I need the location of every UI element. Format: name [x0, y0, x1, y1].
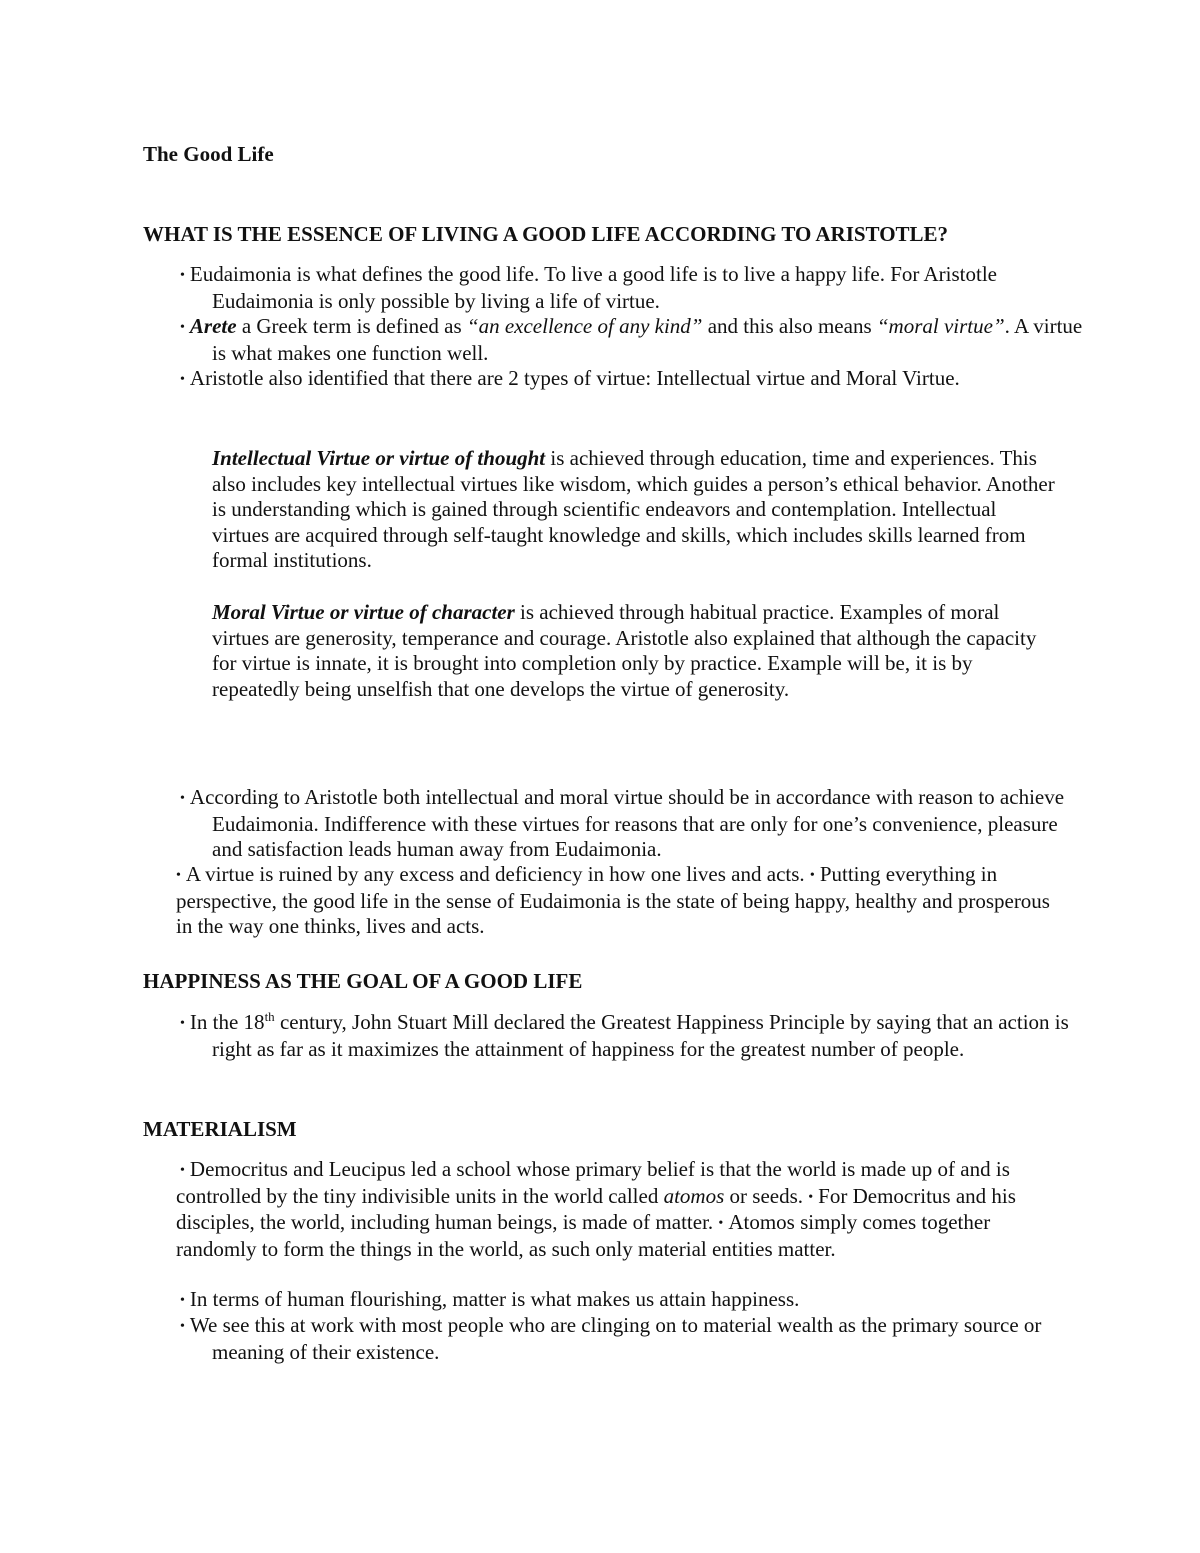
bullet-text: Putting everything in perspective, the good life in the sense of Eudaimonia is the state of being happy, healthy and prosperous in the way one thinks, lives and acts.	[176, 862, 1050, 938]
term-intellectual-virtue: Intellectual Virtue or virtue of thought	[212, 446, 546, 470]
bullet-text: and this also means	[702, 314, 877, 338]
paragraph-democritus	[176, 1157, 1056, 1262]
bullet-text: For Democritus and his disciples, the world, including human beings, is made of matter.	[176, 1183, 1016, 1234]
bullet-icon: •	[180, 320, 185, 335]
term-moral-virtue: Moral Virtue or virtue of character	[212, 600, 515, 624]
bullet-text: Atomos simply comes together randomly to form the things in the world, as such only material entities matter.	[176, 1210, 991, 1261]
bullet-eudaimonia	[180, 262, 1092, 314]
bullet-icon: •	[180, 1293, 185, 1308]
bullet-arete	[180, 314, 1092, 366]
bullet-text: In terms of human flourishing, matter is what makes us attain happiness.	[189, 1287, 800, 1311]
bullet-icon: •	[180, 791, 185, 806]
bullet-icon: •	[180, 372, 185, 387]
bullet-icon: •	[180, 1163, 185, 1178]
paragraph-virtue-ruined	[176, 862, 1056, 940]
bullet-text: century, John Stuart Mill declared the Greatest Happiness Principle by saying that an action is right as far as it maximizes the attainment of happiness for the greatest number of people.	[212, 1010, 1069, 1061]
bullet-text: We see this at work with most people who are clinging on to material wealth as the primary source or meaning of their existence.	[189, 1313, 1042, 1364]
bullet-icon: •	[809, 868, 815, 883]
bullet-icon: •	[180, 1319, 185, 1334]
bullet-text: A virtue is ruined by any excess and deficiency in how one lives and acts.	[185, 862, 805, 886]
bullet-reason	[180, 785, 1092, 863]
bullet-icon: •	[718, 1216, 724, 1231]
bullet-material-wealth	[180, 1313, 1092, 1365]
paragraph-intellectual-virtue	[212, 446, 1057, 574]
quote-moral-virtue: “moral virtue”	[876, 314, 1005, 338]
bullet-text: In the 18	[189, 1010, 265, 1034]
paragraph-text: is achieved through education, time and experiences. This also includes key intellectual virtues like wisdom, which guides a person’s ethical behavior. Another is understanding which is gained through scientific endeavors and contemplation. Intellectual virtues are acquired through self-taught knowledge and skills, which includes skills learned from formal institutions.	[212, 446, 1055, 572]
bullet-text: Aristotle also identified that there are 2 types of virtue: Intellectual virtue and Moral Virtue.	[189, 366, 960, 390]
section-heading-aristotle: WHAT IS THE ESSENCE OF LIVING A GOOD LIFE ACCORDING TO ARISTOTLE?	[143, 222, 949, 246]
bullet-icon: •	[176, 868, 181, 883]
bullet-text: Democritus and Leucipus led a school whose primary belief is that the world is made up of and is controlled by the tiny indivisible units in the world called	[176, 1157, 1010, 1208]
section-heading-happiness: HAPPINESS AS THE GOAL OF A GOOD LIFE	[143, 969, 583, 993]
document-title: The Good Life	[143, 142, 274, 166]
term-atomos: atomos	[663, 1183, 725, 1208]
bullet-text: or seeds.	[724, 1183, 804, 1208]
bullet-icon: •	[808, 1189, 814, 1205]
bullet-icon: •	[180, 268, 185, 283]
paragraph-moral-virtue	[212, 600, 1057, 702]
section-heading-materialism: MATERIALISM	[143, 1117, 297, 1141]
paragraph-text: is achieved through habitual practice. Examples of moral virtues are generosity, temperance and courage. Aristotle also explained that although the capacity for virtue is innate, it is brought into completion only by practice. Example will be, it is by repeatedly being unselfish that one develops the virtue of generosity.	[212, 600, 1037, 701]
quote-excellence: “an excellence of any kind”	[466, 314, 703, 338]
bullet-human-flourishing	[180, 1287, 1092, 1314]
bullet-mill	[180, 1010, 1092, 1062]
bullet-icon: •	[180, 1016, 185, 1031]
bullet-text: Eudaimonia is what defines the good life. To live a good life is to live a happy life. For Aristotle Eudaimonia is only possible by living a life of virtue.	[189, 262, 997, 313]
superscript-th: th	[264, 1009, 275, 1024]
term-arete: Arete	[189, 314, 237, 338]
bullet-text: . A virtue is what makes one function well.	[212, 314, 1083, 365]
bullet-text: a Greek term is defined as	[236, 314, 467, 338]
bullet-two-virtues	[180, 366, 1092, 393]
bullet-text: According to Aristotle both intellectual and moral virtue should be in accordance with reason to achieve Eudaimonia. Indifference with these virtues for reasons that are only for one’s convenience, pleasure and satisfaction leads human away from Eudaimonia.	[189, 785, 1065, 861]
